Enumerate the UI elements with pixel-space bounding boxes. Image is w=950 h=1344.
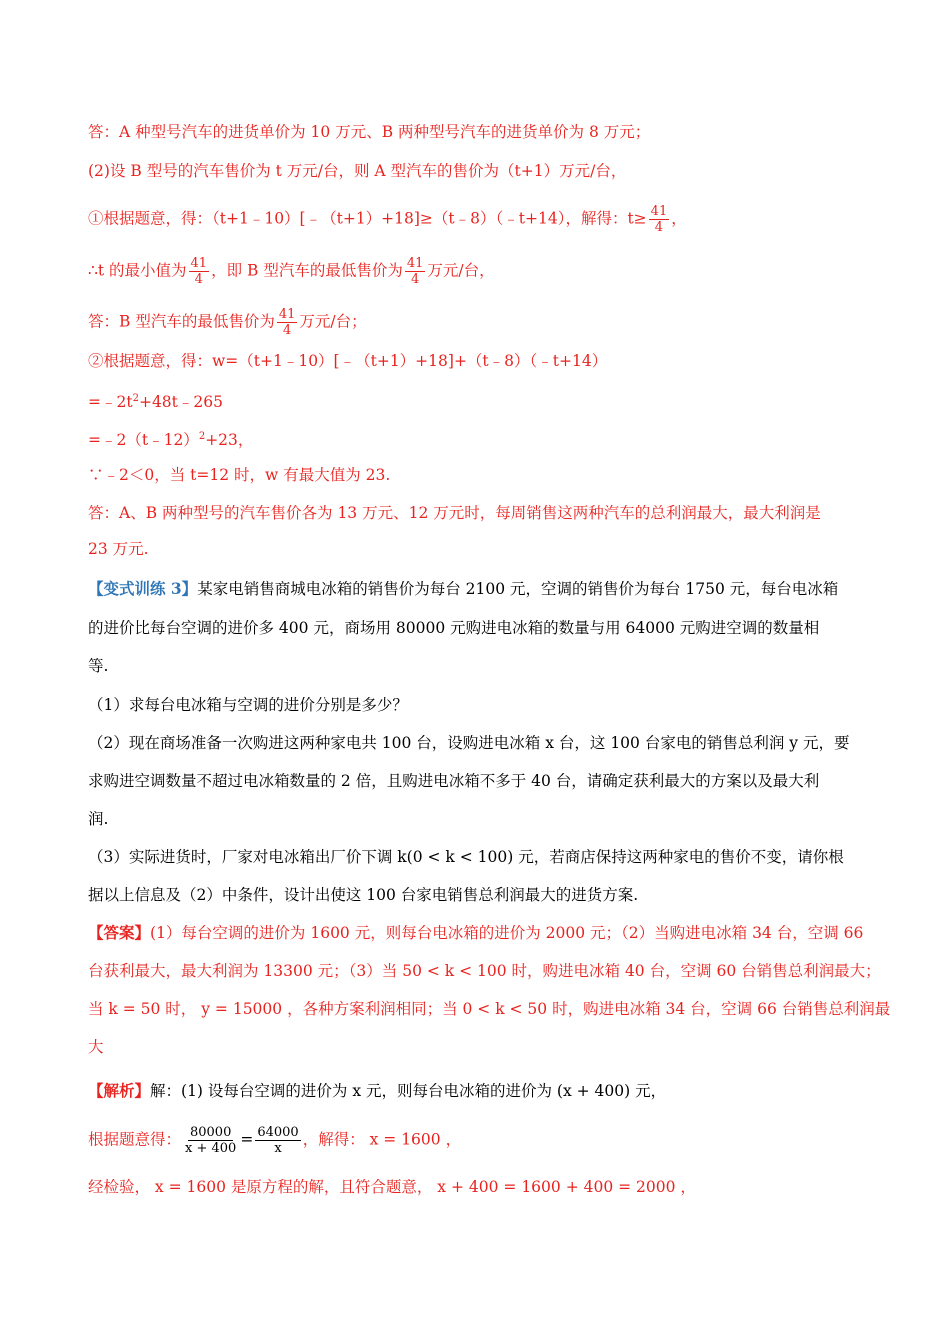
- solution-line-3: ①根据题意，得：（t+1﹣10）[﹣（t+1）+18]≥（t﹣8）（﹣t+14），解得：t≥ $\frac{41}{4}$ ，: [88, 204, 687, 235]
- question-2-line-2: 求购进空调数量不超过电冰箱数量的 2 倍，且购进电冰箱不多于 40 台，请确定获利最大的方案以及最大利: [88, 772, 820, 790]
- problem-tag: 【变式训练 3】: [88, 579, 198, 598]
- inequality-text: ①根据题意，得：（t+1﹣10）[﹣（t+1）+18]≥（t﹣8）（﹣t+14），解得：t≥: [88, 209, 647, 228]
- solution-line-8: =﹣2（t﹣12）$^2$+23，: [88, 431, 254, 450]
- answer-line-1: 答：A 种型号汽车的进货单价为 10 万元、B 两种型号汽车的进货单价为 8 万元；: [88, 123, 651, 141]
- solution-line-4: ∴t 的最小值为 $\frac{41}{4}$ ，即 B 型汽车的最低售价为 $\frac{41}{4}$ 万元/台，: [88, 256, 495, 287]
- solution-line-7: $=﹣2t^2+48t﹣265$: [88, 393, 223, 412]
- solution-line-9: ∵﹣2＜0，当 t=12 时，w 有最大值为 23.: [88, 466, 391, 484]
- answer-block-line-1: 【答案】(1）每台空调的进价为 1600 元，则每台电冰箱的进价为 2000 元；（2）当购进电冰箱 34 台，空调 66: [88, 923, 864, 942]
- fraction-41-over-4: $\frac{41}{4}$: [278, 307, 296, 338]
- question-2-line-1: （2）现在商场准备一次购进这两种家电共 100 台，设购进电冰箱 x 台，这 100 台家电的销售总利润 y 元，要: [88, 734, 850, 752]
- answer-block-line-4: 大: [88, 1038, 104, 1056]
- analysis-line-1: 【解析】解：(1) 设每台空调的进价为 x 元，则每台电冰箱的进价为 (x + 400) 元，: [88, 1081, 667, 1100]
- problem-line-2: 的进价比每台空调的进价多 400 元，商场用 80000 元购进电冰箱的数量与用 64000 元购进空调的数量相: [88, 619, 820, 637]
- fraction-41-over-4: $\frac{41}{4}$: [406, 256, 424, 287]
- fraction-41-over-4: $\frac{41}{4}$: [650, 204, 668, 235]
- solution-line-2: (2)设 B 型号的汽车售价为 t 万元/台，则 A 型汽车的售价为（t+1）万元/台，: [88, 162, 627, 180]
- question-1: （1）求每台电冰箱与空调的进价分别是多少？: [88, 696, 408, 714]
- answer-line-11: 23 万元.: [88, 540, 149, 558]
- problem-line-3: 等.: [88, 657, 109, 675]
- question-3-line-2: 据以上信息及（2）中条件，设计出使这 100 台家电销售总利润最大的进货方案.: [88, 886, 639, 904]
- answer-line-10: 答：A、B 两种型号的汽车售价各为 13 万元、12 万元时，每周销售这两种汽车的总利润最大，最大利润是: [88, 504, 821, 522]
- answer-block-line-2: 台获利最大，最大利润为 13300 元；（3）当 50 < k < 100 时，购进电冰箱 40 台，空调 60 台销售总利润最大；: [88, 962, 881, 980]
- fraction-80000-over-x-plus-400: $\frac{80000}{x + 400}$: [185, 1125, 237, 1156]
- fraction-64000-over-x: $\frac{64000}{x}$: [257, 1125, 299, 1156]
- answer-tag: 【答案】: [88, 923, 151, 942]
- problem-line-1: 【变式训练 3】某家电销售商城电冰箱的销售价为每台 2100 元，空调的销售价为每台 1750 元，每台电冰箱: [88, 579, 839, 598]
- question-2-line-3: 润.: [88, 810, 109, 828]
- solution-line-6: ②根据题意，得：w=（t+1﹣10）[﹣（t+1）+18]+（t﹣8）（﹣t+14）: [88, 352, 608, 370]
- analysis-tag: 【解析】: [88, 1081, 151, 1100]
- fraction-41-over-4: $\frac{41}{4}$: [190, 256, 208, 287]
- question-3-line-1: （3）实际进货时，厂家对电冰箱出厂价下调 k(0 < k < 100) 元，若商店保持这两种家电的售价不变，请你根: [88, 848, 844, 866]
- analysis-line-2: 根据题意得： $\frac{80000}{x + 400}$ = $\frac{64000}{x}$ ，解得： x = 1600 ，: [88, 1125, 462, 1156]
- answer-line-5: 答：B 型汽车的最低售价为 $\frac{41}{4}$ 万元/台；: [88, 307, 367, 338]
- analysis-line-3: 经检验， x = 1600 是原方程的解，且符合题意， x + 400 = 1600 + 400 = 2000 ，: [88, 1178, 696, 1196]
- answer-block-line-3: 当 k = 50 时， y = 15000 ，各种方案利润相同；当 0 < k < 50 时，购进电冰箱 34 台，空调 66 台销售总利润最: [88, 1000, 891, 1018]
